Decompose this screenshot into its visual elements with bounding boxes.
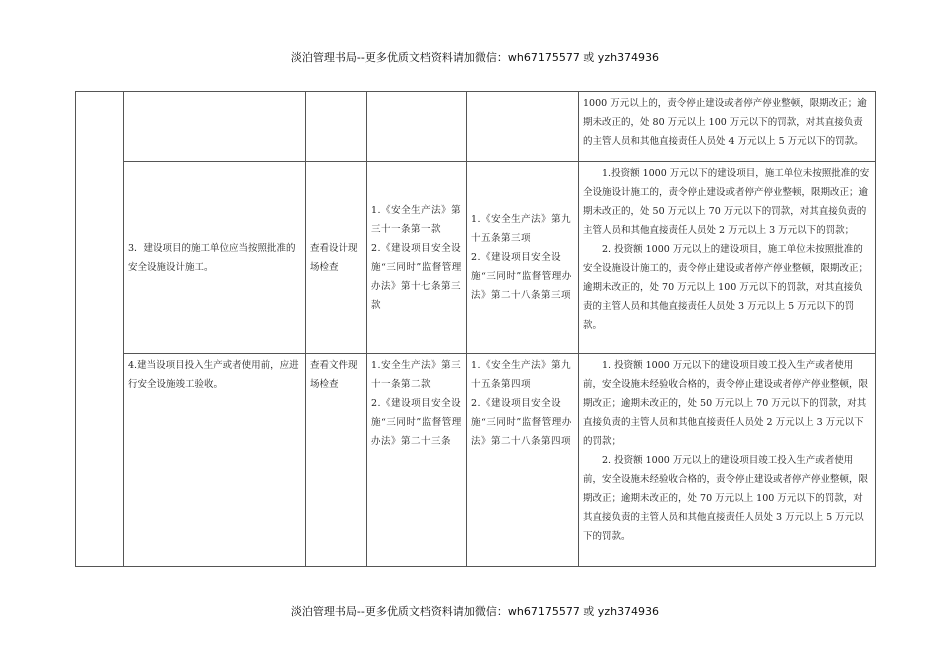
check-item-cell: [124, 92, 306, 162]
penalty-paragraph: 1000 万元以上的，责令停止建设或者停产停业整顿，限期改正；逾期未改正的，处 80 万元以上 100 万元以下的罚款，对其直接负责的主管人员和其他直接责任人员处 4 万元以上 5 万元以下的罚款。: [583, 98, 867, 147]
page-footer-banner: 淡泊管理书局--更多优质文档资料请加微信：wh67175577 或 yzh374936: [290, 605, 660, 618]
category-cell: [76, 92, 124, 567]
penalty-cell: [579, 162, 876, 354]
page-header-banner: 淡泊管理书局--更多优质文档资料请加微信：wh67175577 或 yzh374936: [290, 51, 660, 64]
regulation-table: [75, 91, 876, 567]
table-row: [76, 354, 876, 567]
check-item-cell: 3．建设项目的施工单位应当按照批准的安全设施设计施工。: [124, 162, 306, 354]
penalty-basis-cell: 1.《安全生产法》第九十五条第三项 2.《建设项目安全设施“三同时”监督管理办法》第二十八条第三项: [467, 162, 579, 354]
penalty-paragraph: 2. 投资额 1000 万元以上的建设项目竣工投入生产或者使用前，安全设施未经验收合格的，责令停止建设或者停产停业整顿，限期改正；逾期未改正的，处 70 万元以上 100 万元以下的罚款，对其直接负责的主管人员和其他直接责任人员处 3 万元以上 5 万元以下的罚款。: [583, 455, 869, 542]
check-method-cell: 查看文件现场检查: [306, 354, 367, 567]
penalty-paragraph: 2. 投资额 1000 万元以上的建设项目，施工单位未按照批准的安全设施设计施工的，责令停止建设或者停产停业整顿，限期改正；逾期未改正的，处 70 万元以上 100 万元以下的罚款，对其直接负责的主管人员和其他直接责任人员处 3 万元以上 5 万元以下的罚款。: [583, 244, 869, 331]
table-row: [76, 162, 876, 354]
table-row: [76, 92, 876, 162]
legal-basis-cell: [367, 92, 467, 162]
legal-basis-cell: 1.安全生产法》第三十一条第二款 2.《建设项目安全设施“三同时”监督管理办法》第二十三条: [367, 354, 467, 567]
penalty-paragraph: 1. 投资额 1000 万元以下的建设项目竣工投入生产或者使用前，安全设施未经验收合格的，责令停止建设或者停产停业整顿，限期改正；逾期未改正的，处 50 万元以上 70 万元以下的罚款，对其直接负责的主管人员和其他直接责任人员处 2 万元以上 3 万元以下的罚款；: [583, 360, 869, 447]
penalty-cell: [579, 92, 876, 162]
penalty-basis-cell: 1.《安全生产法》第九十五条第四项 2.《建设项目安全设施“三同时”监督管理办法》第二十八条第四项: [467, 354, 579, 567]
check-method-cell: [306, 92, 367, 162]
legal-basis-cell: 1.《安全生产法》第三十一条第一款 2.《建设项目安全设施“三同时”监督管理办法》第十七条第三款: [367, 162, 467, 354]
check-item-cell: 4.建当设项目投入生产或者使用前，应进行安全设施竣工验收。: [124, 354, 306, 567]
penalty-cell: [579, 354, 876, 567]
penalty-paragraph: 1.投资额 1000 万元以下的建设项目，施工单位未按照批准的安全设施设计施工的，责令停止建设或者停产停业整顿，限期改正；逾期未改正的，处 50 万元以上 70 万元以下的罚款，对其直接负责的主管人员和其他直接责任人员处 2 万元以上 3 万元以下的罚款；: [583, 168, 870, 236]
penalty-basis-cell: [467, 92, 579, 162]
check-method-cell: 查看设计现场检查: [306, 162, 367, 354]
